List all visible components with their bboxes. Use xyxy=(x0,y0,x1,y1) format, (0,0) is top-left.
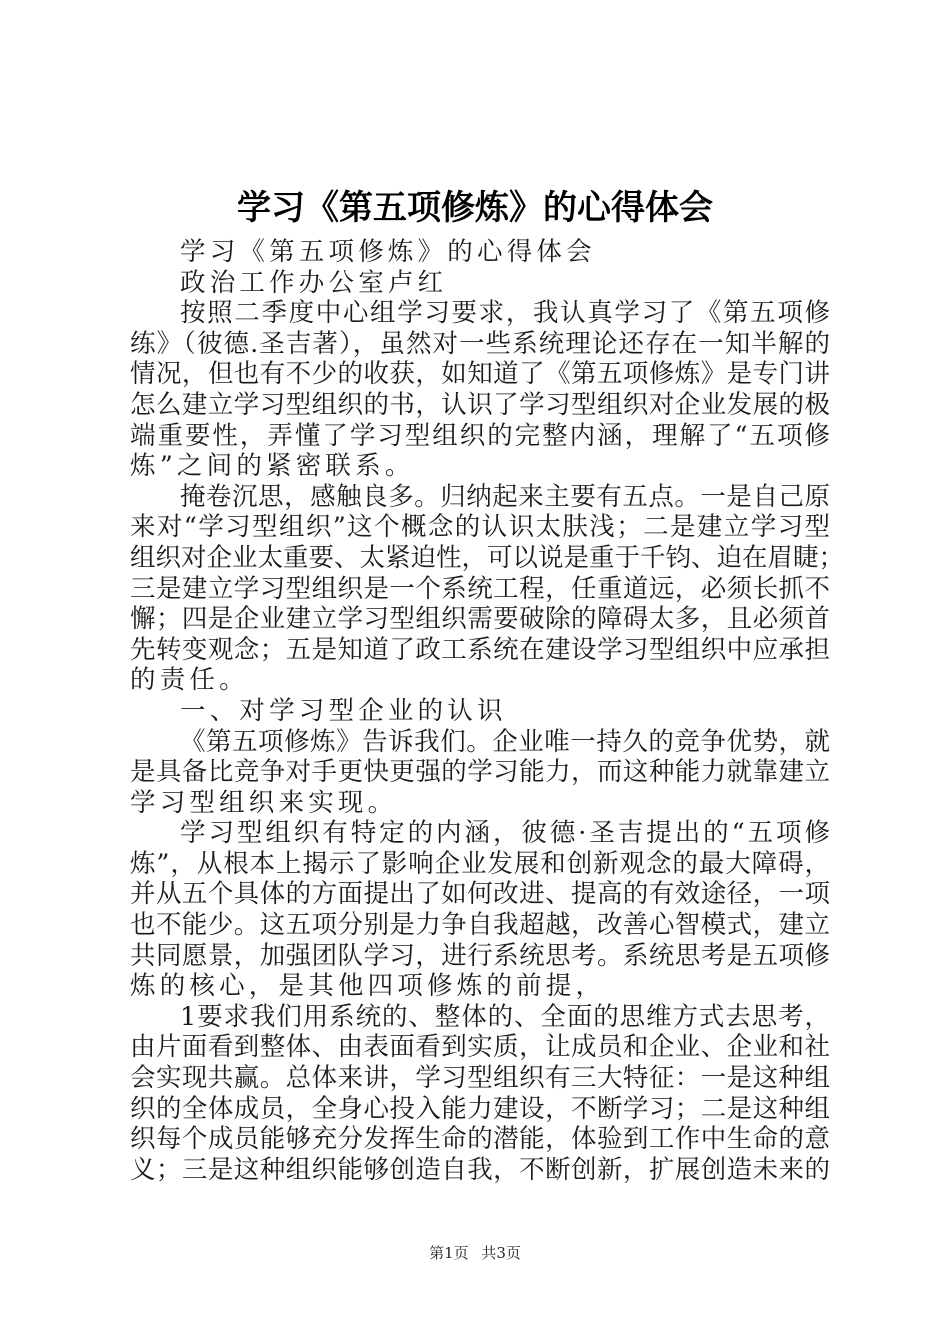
text-line: 学习型组织来实现。 xyxy=(130,787,398,818)
text-line: 三是建立学习型组织是一个系统工程，任重道远，必须长抓不 xyxy=(130,573,830,604)
text-line: 掩卷沉思，感触良多。归纳起来主要有五点。一是自己原 xyxy=(180,481,830,512)
text-line: 懈；四是企业建立学习型组织需要破除的障碍太多，且必须首 xyxy=(130,604,830,635)
text-line: 织每个成员能够充分发挥生命的潜能，体验到工作中生命的意 xyxy=(130,1124,830,1155)
text-line: 织的全体成员，全身心投入能力建设，不断学习；二是这种组 xyxy=(130,1093,830,1124)
text-line: 并从五个具体的方面提出了如何改进、提高的有效途径，一项 xyxy=(130,879,830,910)
text-line: 由片面看到整体、由表面看到实质，让成员和企业、企业和社 xyxy=(130,1032,830,1063)
text-line: 情况，但也有不少的收获，如知道了《第五项修炼》是专门讲 xyxy=(130,359,830,390)
body-lines xyxy=(130,298,845,1185)
text-line: 义；三是这种组织能够创造自我，不断创新，扩展创造未来的 xyxy=(130,1154,830,1185)
text-line: 共同愿景，加强团队学习，进行系统思考。系统思考是五项修 xyxy=(130,940,830,971)
text-line: 炼”之间的紧密联系。 xyxy=(130,451,415,482)
page-number-current: 第1页 xyxy=(429,1244,469,1262)
text-line: 也不能少。这五项分别是力争自我超越，改善心智模式，建立 xyxy=(130,910,830,941)
text-line: 组织对企业太重要、太紧迫性，可以说是重于千钧、迫在眉睫； xyxy=(130,542,845,573)
text-line: 按照二季度中心组学习要求，我认真学习了《第五项修 xyxy=(180,298,830,329)
author-line: 政治工作办公室卢红 xyxy=(180,267,448,298)
text-line: 《第五项修炼》告诉我们。企业唯一持久的竞争优势，就 xyxy=(180,726,830,757)
text-line: 端重要性，弄懂了学习型组织的完整内涵，理解了“五项修 xyxy=(130,420,830,451)
text-line: 学习型组织有特定的内涵，彼德·圣吉提出的“五项修 xyxy=(180,818,830,849)
document-title: 学习《第五项修炼》的心得体会 xyxy=(237,188,713,228)
page-number-total: 共3页 xyxy=(481,1244,521,1262)
text-line: 怎么建立学习型组织的书，认识了学习型组织对企业发展的极 xyxy=(130,389,830,420)
text-line: 先转变观念；五是知道了政工系统在建设学习型组织中应承担 xyxy=(130,634,830,665)
text-line: 来对“学习型组织”这个概念的认识太肤浅；二是建立学习型 xyxy=(130,512,830,543)
document-body xyxy=(130,237,845,1185)
text-line: 的责任。 xyxy=(130,665,249,696)
page-footer xyxy=(0,1243,950,1263)
text-line: 练》（彼德.圣吉著），虽然对一些系统理论还存在一知半解的 xyxy=(130,328,830,359)
text-line: 一、对学习型企业的认识 xyxy=(180,695,507,726)
text-line: 炼”，从根本上揭示了影响企业发展和创新观念的最大障碍， xyxy=(130,848,830,879)
text-line: 是具备比竞争对手更快更强的学习能力，而这种能力就靠建立 xyxy=(130,757,830,788)
text-line: 会实现共赢。总体来讲，学习型组织有三大特征：一是这种组 xyxy=(130,1063,830,1094)
text-line: 1要求我们用系统的、整体的、全面的思维方式去思考， xyxy=(180,1001,830,1032)
subtitle: 学习《第五项修炼》的心得体会 xyxy=(180,237,596,267)
text-line: 炼的核心，是其他四项修炼的前提， xyxy=(130,971,606,1002)
